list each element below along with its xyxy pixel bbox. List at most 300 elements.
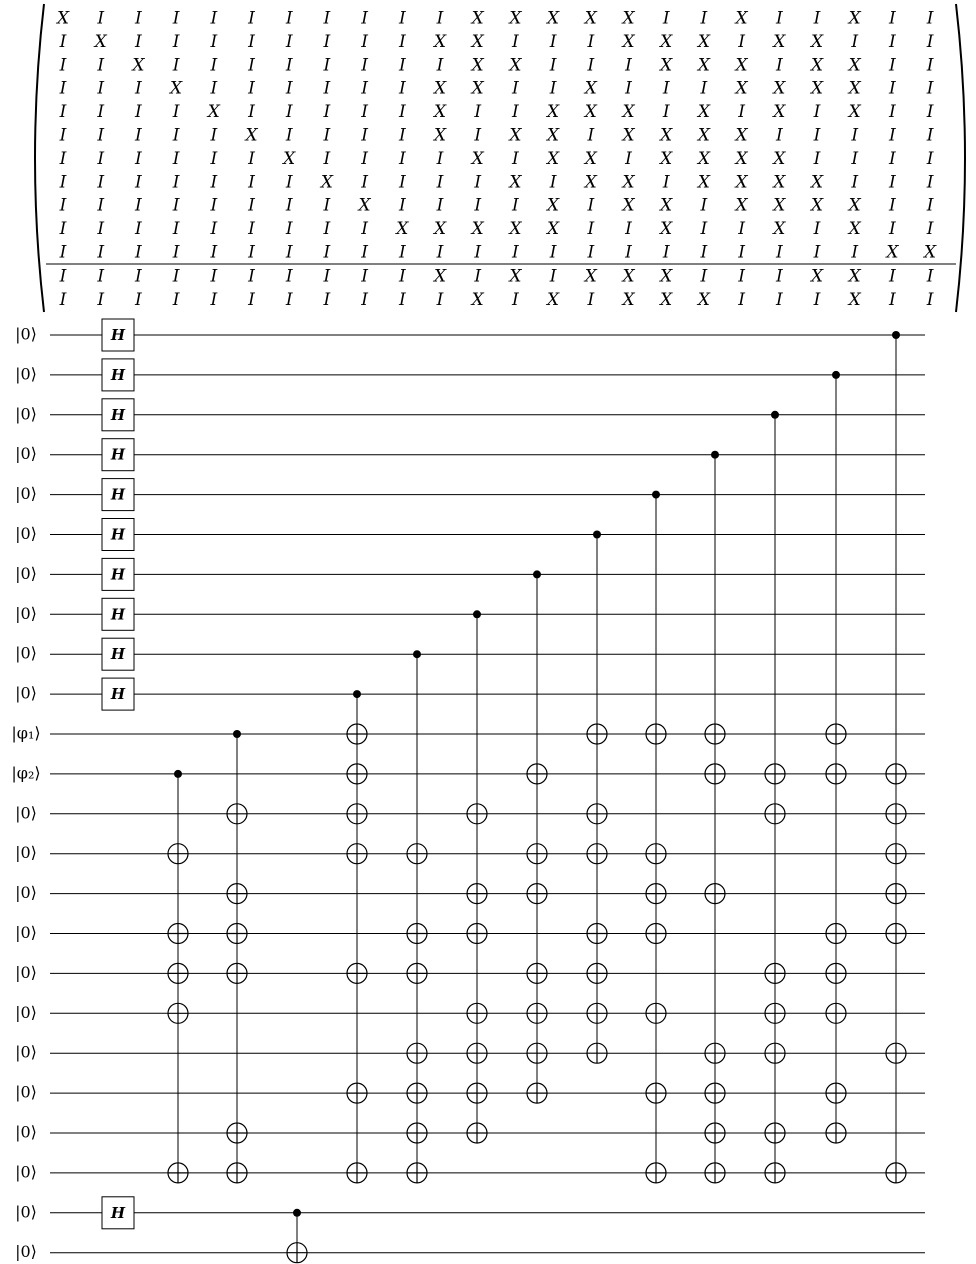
matrix-entry: I — [474, 125, 482, 146]
matrix-entry: X — [848, 8, 861, 29]
matrix-entry: X — [735, 78, 748, 99]
cnot-column — [347, 690, 367, 1183]
matrix-entry: I — [512, 31, 519, 52]
cnot-target — [527, 844, 547, 864]
cnot-target — [826, 764, 846, 784]
cnot-target — [587, 963, 607, 983]
matrix-entry: X — [886, 242, 899, 263]
cnot-target — [227, 963, 247, 983]
matrix-entry: I — [248, 31, 255, 52]
hadamard-gate-label: H — [110, 525, 126, 544]
hadamard-gate-label: H — [110, 405, 126, 424]
matrix-entry: I — [474, 266, 482, 287]
matrix-entry: X — [848, 219, 861, 240]
matrix-entry: I — [285, 55, 293, 76]
matrix-entry: X — [509, 172, 522, 193]
matrix-entry: I — [135, 148, 142, 169]
matrix-entry: I — [889, 289, 896, 310]
cnot-target — [347, 844, 367, 864]
matrix-entry: X — [773, 195, 786, 216]
cnot-target — [705, 1123, 725, 1143]
matrix-entry: I — [813, 289, 821, 310]
matrix-entry: I — [549, 172, 557, 193]
wire-label: |0⟩ — [15, 1122, 37, 1142]
matrix-entry: I — [172, 125, 180, 146]
matrix-entry: I — [889, 219, 896, 240]
matrix-entry: X — [622, 195, 635, 216]
cnot-target — [467, 804, 487, 824]
cnot-target — [467, 1043, 487, 1063]
matrix-entry: X — [773, 219, 786, 240]
matrix-entry: I — [172, 266, 180, 287]
matrix-entry: I — [398, 102, 406, 123]
matrix-entry: X — [471, 31, 484, 52]
cnot-target — [467, 1003, 487, 1023]
hadamard-gate — [102, 479, 134, 511]
matrix-entry: I — [926, 125, 934, 146]
matrix-entry: I — [436, 195, 444, 216]
hadamard-gate-label: H — [110, 445, 126, 464]
matrix-entry: I — [926, 31, 934, 52]
cnot-target — [826, 1003, 846, 1023]
hadamard-gate — [102, 519, 134, 551]
matrix-entry: I — [738, 242, 745, 263]
cnot-target — [527, 963, 547, 983]
cnot-column — [765, 411, 785, 1183]
hadamard-gate-label: H — [110, 1203, 126, 1222]
matrix-entry: I — [97, 148, 105, 169]
matrix-entry: I — [210, 78, 218, 99]
cnot-target — [527, 1003, 547, 1023]
matrix-entry: I — [587, 31, 595, 52]
matrix-entry: I — [851, 148, 859, 169]
matrix-entry: X — [132, 55, 145, 76]
matrix-entry: I — [926, 195, 934, 216]
wire-label: |0⟩ — [15, 962, 37, 982]
matrix-entry: I — [851, 31, 859, 52]
matrix-entry: X — [170, 78, 183, 99]
cnot-target — [527, 884, 547, 904]
hadamard-gate — [102, 638, 134, 670]
cnot-target — [467, 1123, 487, 1143]
matrix-entry: X — [660, 195, 673, 216]
matrix-entry: I — [172, 289, 180, 310]
matrix-entry: I — [474, 102, 482, 123]
wire-label: |φ₂⟩ — [11, 763, 41, 783]
cnot-column — [467, 610, 487, 1143]
cnot-target — [886, 924, 906, 944]
matrix-entry: I — [59, 55, 67, 76]
matrix-entry: X — [848, 55, 861, 76]
matrix-left-paren — [35, 4, 44, 312]
matrix-entry: I — [775, 289, 783, 310]
matrix-entry: I — [97, 289, 105, 310]
wire-label: |0⟩ — [15, 643, 37, 663]
matrix-entry: X — [584, 172, 597, 193]
matrix-entry: X — [471, 148, 484, 169]
cnot-target — [646, 1163, 666, 1183]
matrix-entry: I — [738, 219, 745, 240]
cnot-target — [886, 884, 906, 904]
hadamard-gate — [102, 359, 134, 391]
matrix-entry: I — [248, 242, 255, 263]
wire-label: |0⟩ — [15, 1082, 37, 1102]
matrix-entry: I — [323, 289, 331, 310]
matrix-entry: I — [662, 8, 670, 29]
matrix-entry: I — [889, 55, 896, 76]
matrix-entry: X — [547, 8, 560, 29]
hadamard-gate-label: H — [110, 645, 126, 664]
cnot-target — [587, 724, 607, 744]
matrix-entry: I — [813, 125, 821, 146]
wire-label: |0⟩ — [15, 803, 37, 823]
matrix-entry: X — [207, 102, 220, 123]
matrix-entry: I — [135, 172, 142, 193]
matrix-entry: I — [59, 266, 67, 287]
matrix-entry: I — [549, 242, 557, 263]
matrix-entry: I — [172, 8, 180, 29]
matrix-entry: X — [622, 31, 635, 52]
cnot-target — [826, 924, 846, 944]
matrix-entry: I — [587, 242, 595, 263]
cnot-target — [467, 1083, 487, 1103]
cnot-column — [407, 650, 427, 1183]
matrix-entry: I — [662, 242, 670, 263]
cnot-target — [347, 1163, 367, 1183]
matrix-entry: X — [697, 55, 710, 76]
matrix-entry: I — [210, 266, 218, 287]
matrix-entry: X — [433, 125, 447, 146]
matrix-entry: I — [361, 172, 368, 193]
matrix-entry: I — [398, 172, 406, 193]
matrix-entry: I — [625, 219, 632, 240]
cnot-target — [646, 884, 666, 904]
matrix-entry: I — [813, 8, 821, 29]
cnot-target — [765, 1163, 785, 1183]
cnot-target — [168, 1003, 188, 1023]
matrix-entry: I — [59, 31, 67, 52]
cnot-target — [407, 1043, 427, 1063]
matrix-entry: X — [433, 102, 447, 123]
matrix-entry: X — [547, 102, 560, 123]
matrix-entry: I — [285, 125, 293, 146]
matrix-entry: X — [735, 8, 748, 29]
matrix-entry: I — [361, 55, 368, 76]
control-dot — [892, 331, 900, 339]
cnot-target — [587, 1003, 607, 1023]
matrix-entry: I — [135, 266, 142, 287]
matrix-entry: I — [775, 242, 783, 263]
cnot-target — [826, 1123, 846, 1143]
matrix-entry: I — [361, 289, 368, 310]
matrix-entry: I — [172, 172, 180, 193]
matrix-entry: I — [323, 148, 331, 169]
matrix-entry: I — [662, 102, 670, 123]
matrix-entry: I — [889, 31, 896, 52]
matrix-entry: X — [924, 242, 937, 263]
hadamard-gate — [102, 319, 134, 351]
matrix-entry: I — [700, 8, 708, 29]
matrix-entry: X — [358, 195, 371, 216]
matrix-entry: X — [773, 31, 786, 52]
matrix-entry: X — [320, 172, 333, 193]
control-dot — [473, 610, 481, 618]
matrix-entry: I — [248, 78, 255, 99]
matrix-entry: I — [323, 242, 331, 263]
wire-label: |0⟩ — [15, 524, 37, 543]
matrix-entry: I — [285, 8, 293, 29]
matrix-entry: I — [285, 289, 293, 310]
matrix-entry: X — [660, 125, 673, 146]
matrix-entry: X — [245, 125, 258, 146]
matrix-entry: I — [361, 242, 368, 263]
matrix-entry: X — [509, 8, 522, 29]
matrix-entry: I — [59, 289, 67, 310]
matrix-entry: I — [398, 31, 406, 52]
matrix-entry: I — [323, 195, 331, 216]
matrix-entry: I — [662, 78, 670, 99]
matrix-right-paren — [956, 4, 965, 312]
matrix-entry: I — [248, 172, 255, 193]
wire-label: |0⟩ — [15, 1162, 37, 1182]
matrix-entry: X — [584, 266, 597, 287]
matrix-entry: I — [436, 148, 444, 169]
hadamard-gate-label: H — [110, 365, 126, 384]
matrix-entry: I — [210, 8, 218, 29]
wire-label: |0⟩ — [15, 324, 37, 344]
cnot-target — [705, 1163, 725, 1183]
matrix-entry: I — [97, 266, 105, 287]
matrix-entry: I — [361, 266, 368, 287]
matrix-entry: X — [547, 289, 560, 310]
matrix-entry: I — [738, 289, 745, 310]
matrix-entry: I — [738, 266, 745, 287]
wire-label: |0⟩ — [15, 603, 37, 623]
cnot-target — [587, 844, 607, 864]
matrix-entry: I — [135, 289, 142, 310]
wire-label: |0⟩ — [15, 883, 37, 903]
hadamard-gate — [102, 439, 134, 471]
matrix-entry: I — [775, 125, 783, 146]
matrix-entry: I — [135, 219, 142, 240]
matrix-entry: I — [889, 195, 896, 216]
matrix-entry: I — [474, 172, 482, 193]
matrix-entry: I — [361, 125, 368, 146]
cnot-target — [765, 1003, 785, 1023]
matrix-entry: I — [248, 8, 255, 29]
matrix-entry: I — [210, 172, 218, 193]
matrix-entry: I — [172, 219, 180, 240]
hadamard-gate — [102, 598, 134, 630]
matrix-entry: I — [813, 102, 821, 123]
matrix-entry: I — [361, 8, 368, 29]
matrix-entry: I — [172, 148, 180, 169]
matrix-entry: I — [700, 266, 708, 287]
matrix-entry: I — [889, 78, 896, 99]
matrix-entry: I — [700, 242, 708, 263]
cnot-column — [287, 1209, 307, 1263]
matrix-entry: X — [471, 8, 484, 29]
matrix-entry: X — [547, 219, 560, 240]
matrix-entry: I — [59, 172, 67, 193]
matrix-entry: I — [210, 219, 218, 240]
matrix-entry: I — [889, 172, 896, 193]
control-dot — [233, 730, 241, 738]
matrix-entry: I — [512, 242, 519, 263]
cnot-target — [407, 1083, 427, 1103]
cnot-target — [227, 804, 247, 824]
matrix-entry: I — [323, 8, 331, 29]
wire-label: |0⟩ — [15, 484, 37, 504]
cnot-target — [527, 1083, 547, 1103]
matrix-entry: X — [810, 55, 824, 76]
matrix-entry: I — [361, 102, 368, 123]
matrix-entry: I — [172, 55, 180, 76]
matrix-entry: I — [587, 219, 595, 240]
matrix-entry: X — [94, 31, 107, 52]
matrix-entry: I — [775, 8, 783, 29]
matrix-entry: X — [433, 78, 447, 99]
cnot-target — [705, 1083, 725, 1103]
cnot-target — [765, 764, 785, 784]
hadamard-gate — [102, 1197, 134, 1229]
matrix-entry: I — [512, 148, 519, 169]
cnot-target — [765, 963, 785, 983]
matrix-entry: I — [926, 219, 934, 240]
matrix-entry: I — [97, 125, 105, 146]
cnot-target — [467, 924, 487, 944]
matrix-entry: X — [810, 78, 824, 99]
cnot-target — [765, 1123, 785, 1143]
matrix-entry: X — [697, 148, 710, 169]
matrix-entry: I — [248, 289, 255, 310]
matrix-entry: X — [773, 148, 786, 169]
matrix-entry: I — [512, 78, 519, 99]
matrix-entry: I — [59, 125, 67, 146]
matrix-entry: I — [210, 242, 218, 263]
cnot-target — [347, 1083, 367, 1103]
matrix-entry: I — [97, 78, 105, 99]
hadamard-gate-label: H — [110, 605, 126, 624]
matrix-entry: X — [810, 31, 824, 52]
matrix-entry: X — [471, 289, 484, 310]
matrix-entry: I — [549, 266, 557, 287]
circuit — [11, 319, 925, 1263]
matrix-entry: I — [813, 148, 821, 169]
matrix-entry: X — [810, 172, 824, 193]
matrix-entry: I — [323, 102, 331, 123]
matrix-entry: X — [773, 102, 786, 123]
control-dot — [652, 491, 660, 499]
matrix-entry: I — [436, 8, 444, 29]
matrix-entry: X — [848, 102, 861, 123]
matrix-entry: I — [210, 148, 218, 169]
matrix-entry: I — [172, 195, 180, 216]
matrix-entry: I — [323, 55, 331, 76]
cnot-target — [407, 924, 427, 944]
cnot-target — [227, 924, 247, 944]
hadamard-gate — [102, 399, 134, 431]
matrix-entry: I — [97, 219, 105, 240]
cnot-column — [705, 451, 725, 1183]
matrix-entry: I — [135, 78, 142, 99]
matrix-entry: I — [587, 289, 595, 310]
matrix-entry: I — [285, 242, 293, 263]
control-dot — [293, 1209, 301, 1217]
matrix-entry: X — [622, 172, 635, 193]
cnot-column — [587, 531, 607, 1064]
matrix-entry: X — [660, 266, 673, 287]
cnot-column — [886, 331, 906, 1183]
matrix-entry: X — [697, 102, 710, 123]
matrix-entry: X — [735, 125, 748, 146]
matrix-entry: X — [660, 289, 673, 310]
cnot-target — [227, 1123, 247, 1143]
matrix-entry: I — [398, 8, 406, 29]
matrix-entry: I — [172, 242, 180, 263]
cnot-column — [168, 770, 188, 1183]
matrix-entry: X — [810, 266, 824, 287]
matrix-entry: I — [361, 219, 368, 240]
matrix-entry: I — [59, 102, 67, 123]
matrix-entry: X — [697, 31, 710, 52]
matrix-entry: I — [248, 266, 255, 287]
matrix-entry: I — [926, 78, 934, 99]
matrix-entry: X — [433, 266, 447, 287]
wire-label: |0⟩ — [15, 563, 37, 583]
cnot-target — [347, 804, 367, 824]
matrix-entry: I — [172, 102, 180, 123]
stabilizer-matrix — [35, 4, 965, 312]
matrix-entry: X — [622, 125, 635, 146]
hadamard-gate-label: H — [110, 565, 126, 584]
matrix-entry: I — [512, 102, 519, 123]
control-dot — [533, 570, 541, 578]
hadamard-gate — [102, 678, 134, 710]
control-dot — [771, 411, 779, 419]
wire-label: |0⟩ — [15, 1202, 37, 1222]
hadamard-gate — [102, 558, 134, 590]
wire-label: |0⟩ — [15, 1242, 37, 1262]
matrix-entry: X — [584, 8, 597, 29]
matrix-entry: I — [285, 31, 293, 52]
matrix-entry: I — [210, 55, 218, 76]
cnot-target — [287, 1243, 307, 1263]
matrix-entry: I — [851, 172, 859, 193]
matrix-entry: X — [660, 31, 673, 52]
matrix-entry: X — [584, 148, 597, 169]
matrix-entry: I — [926, 55, 934, 76]
cnot-target — [765, 804, 785, 824]
cnot-column — [527, 570, 547, 1103]
matrix-entry: X — [697, 172, 710, 193]
cnot-target — [407, 1163, 427, 1183]
matrix-entry: X — [848, 289, 861, 310]
matrix-entry: X — [622, 289, 635, 310]
matrix-entry: I — [436, 289, 444, 310]
matrix-entry: I — [285, 195, 293, 216]
cnot-column — [826, 371, 846, 1143]
cnot-target — [347, 724, 367, 744]
matrix-entry: I — [549, 78, 557, 99]
wire-label: |0⟩ — [15, 683, 37, 703]
matrix-entry: I — [361, 78, 368, 99]
cnot-target — [587, 924, 607, 944]
matrix-entry: I — [398, 78, 406, 99]
matrix-entry: I — [549, 31, 557, 52]
matrix-entry: I — [587, 55, 595, 76]
matrix-entry: X — [697, 125, 710, 146]
